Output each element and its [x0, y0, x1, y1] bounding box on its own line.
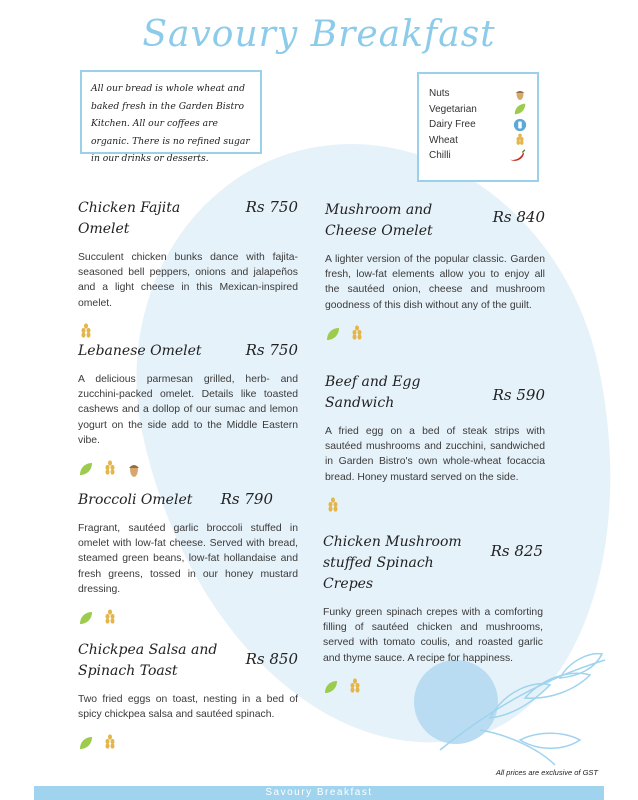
dish-lebanese-omelet: [78, 341, 298, 478]
dish-name: Beef and Egg Sandwich: [325, 374, 421, 411]
dish-price: Rs 790: [220, 490, 273, 508]
dish-price: Rs 750: [245, 198, 298, 216]
dish-description: Succulent chicken bunks dance with fajita-seasoned bell peppers, onions and jalapeños and a light cheese in this Mexican-inspired omelet.: [78, 252, 298, 309]
dish-icons: [78, 460, 298, 478]
dish-name: Chicken Mushroom stuffed Spinach Crepes: [323, 534, 462, 592]
dietary-legend: [417, 72, 539, 182]
dish-description: Two fried eggs on toast, nesting in a bed of spicy chickpea salsa and sautéed spinach.: [78, 694, 298, 721]
nut-icon: [513, 87, 527, 101]
leaf-icon: [323, 678, 339, 696]
dish-name: Chickpea Salsa and Spinach Toast: [78, 642, 218, 679]
wheat-icon: [102, 609, 118, 627]
dish-name: Broccoli Omelet: [78, 492, 193, 508]
leaf-icon: [78, 734, 94, 752]
leaf-icon: [78, 609, 94, 627]
wheat-icon: [325, 497, 341, 515]
legend-row-vegetarian: [429, 102, 527, 118]
dish-description: Funky green spinach crepes with a comforting filling of sautéed chicken and mushrooms, served with tomato coulis, and roasted garlic and thyme sauce. A recipe for happiness.: [323, 607, 543, 664]
wheat-icon: [349, 325, 365, 343]
footer-bar: Savoury Breakfast: [34, 786, 604, 800]
intro-note: All our bread is whole wheat and baked fresh in the Garden Bistro Kitchen. All our coffees are organic. There is no refined sugar in our drinks or desserts.: [80, 70, 262, 154]
dish-icons: [325, 325, 545, 343]
dish-chicken-fajita-omelet: [78, 198, 298, 341]
legend-label: Dairy Free: [429, 119, 476, 131]
dish-icons: [78, 609, 298, 627]
wheat-icon: [513, 133, 527, 147]
legend-row-chilli: [429, 148, 527, 164]
legend-row-nuts: [429, 86, 527, 102]
dish-price: Rs 590: [492, 386, 545, 404]
dish-description: A lighter version of the popular classic. Garden fresh, low-fat elements allow you to enjoy all the sautéed onion, cheese and mushroom goodness of this dish without any of the guilt.: [325, 254, 545, 311]
legend-label: Chilli: [429, 150, 451, 162]
dish-description: A delicious parmesan grilled, herb- and zucchini-packed omelet. Details like toasted cashews and a dollop of our sumac and lemon yogurt on the side add to the Middle Eastern vibe.: [78, 374, 298, 446]
dish-name: Chicken Fajita Omelet: [78, 200, 181, 237]
dairy-free-icon: [513, 118, 527, 132]
dish-icons: [78, 734, 298, 752]
leaf-icon: [78, 460, 94, 478]
page-title: Savoury Breakfast: [142, 14, 496, 55]
dish-price: Rs 750: [245, 341, 298, 359]
price-note: All prices are exclusive of GST: [495, 768, 598, 777]
dish-name: Lebanese Omelet: [78, 343, 202, 359]
dish-description: A fried egg on a bed of steak strips with sautéed mushrooms and zucchini, sandwiched in Garden Bistro's own whole-wheat focaccia bread. Honey mustard served on the side.: [325, 426, 545, 483]
legend-row-wheat: [429, 133, 527, 149]
legend-row-dairy-free: [429, 117, 527, 133]
dish-icons: [325, 497, 545, 515]
wheat-icon: [102, 460, 118, 478]
leaf-icon: [325, 325, 341, 343]
dish-name: Mushroom and Cheese Omelet: [325, 202, 433, 239]
dish-broccoli-omelet: [78, 490, 298, 627]
wheat-icon: [347, 678, 363, 696]
dish-icons: [78, 323, 298, 341]
dish-price: Rs 850: [245, 650, 298, 668]
leaf-icon: [513, 102, 527, 116]
dish-chicken-mushroom-spinach-crepes: [323, 532, 543, 696]
legend-label: Wheat: [429, 134, 458, 146]
legend-label: Vegetarian: [429, 103, 477, 115]
nut-icon: [126, 460, 142, 478]
dish-chickpea-salsa-spinach-toast: [78, 640, 298, 752]
wheat-icon: [78, 323, 94, 341]
dish-price: Rs 840: [492, 208, 545, 226]
dish-price: Rs 825: [490, 542, 543, 560]
wheat-icon: [102, 734, 118, 752]
legend-label: Nuts: [429, 88, 450, 100]
dish-beef-egg-sandwich: [325, 372, 545, 515]
dish-description: Fragrant, sautéed garlic broccoli stuffed in omelet with low-fat cheese. Served with bread, steamed green beans, low-fat hollandaise and fresh greens, tossed in our honey mustard dressing.: [78, 523, 298, 595]
chilli-icon: [507, 149, 527, 163]
dish-mushroom-cheese-omelet: [325, 200, 545, 343]
dish-icons: [323, 678, 543, 696]
